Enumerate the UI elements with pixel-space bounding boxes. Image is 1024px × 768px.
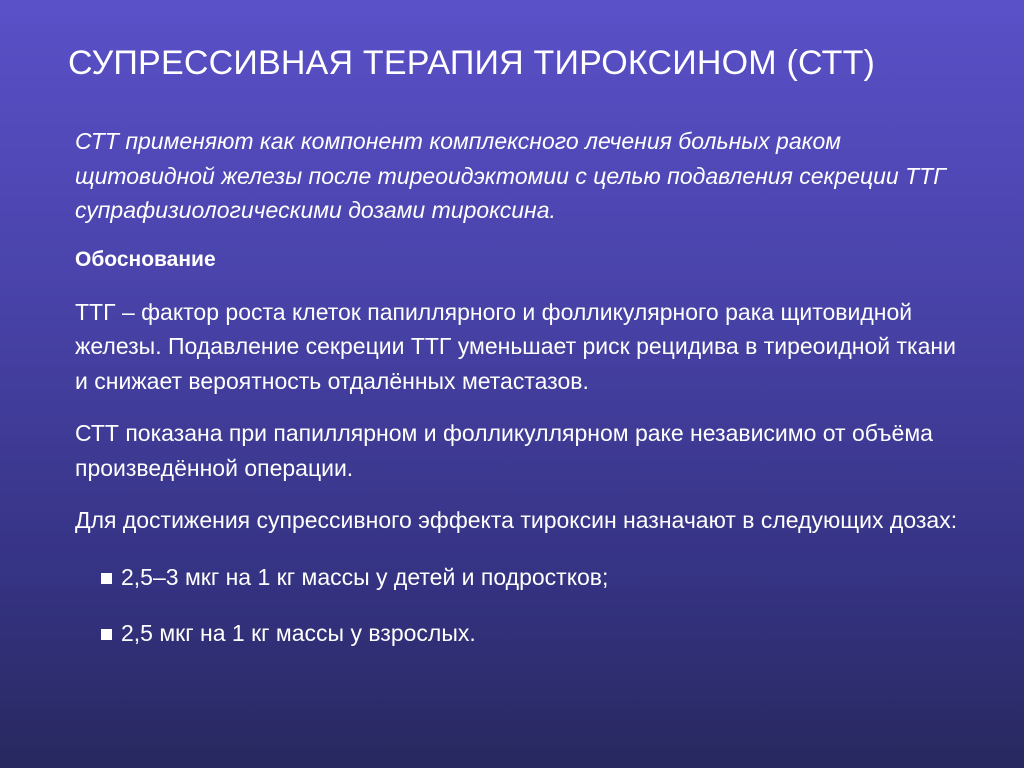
rationale-paragraph: ТТГ – фактор роста клеток папиллярного и фолликулярного рака щитовидной железы. Подавление секреции ТТГ уменьшает риск рецидива в тиреоидной ткани и снижает вероятность отдалённых метастазов.	[75, 298, 956, 394]
square-bullet-icon	[101, 573, 112, 584]
dose-text: 2,5–3 мкг на 1 кг массы у детей и подростков;	[121, 563, 609, 590]
intro-paragraph: СТТ применяют как компонент комплексного лечения больных раком щитовидной железы после тиреоидэктомии с целью подавления секреции ТТГ супрафизиологическими дозами тироксина.	[75, 128, 946, 223]
square-bullet-icon	[101, 629, 112, 640]
indication-paragraph: СТТ показана при папиллярном и фолликуллярном раке независимо от объёма произведённой операции.	[75, 420, 933, 481]
dose-list-item	[101, 560, 965, 594]
dose-text: 2,5 мкг на 1 кг массы у взрослых.	[121, 619, 476, 646]
slide-content	[75, 124, 965, 650]
dosing-intro-paragraph: Для достижения супрессивного эффекта тироксин назначают в следующих дозах:	[75, 507, 958, 533]
slide-title: СУПРЕССИВНАЯ ТЕРАПИЯ ТИРОКСИНОМ (СТТ)	[68, 44, 876, 82]
rationale-heading: Обоснование	[75, 247, 216, 271]
dose-list-item	[101, 616, 965, 650]
